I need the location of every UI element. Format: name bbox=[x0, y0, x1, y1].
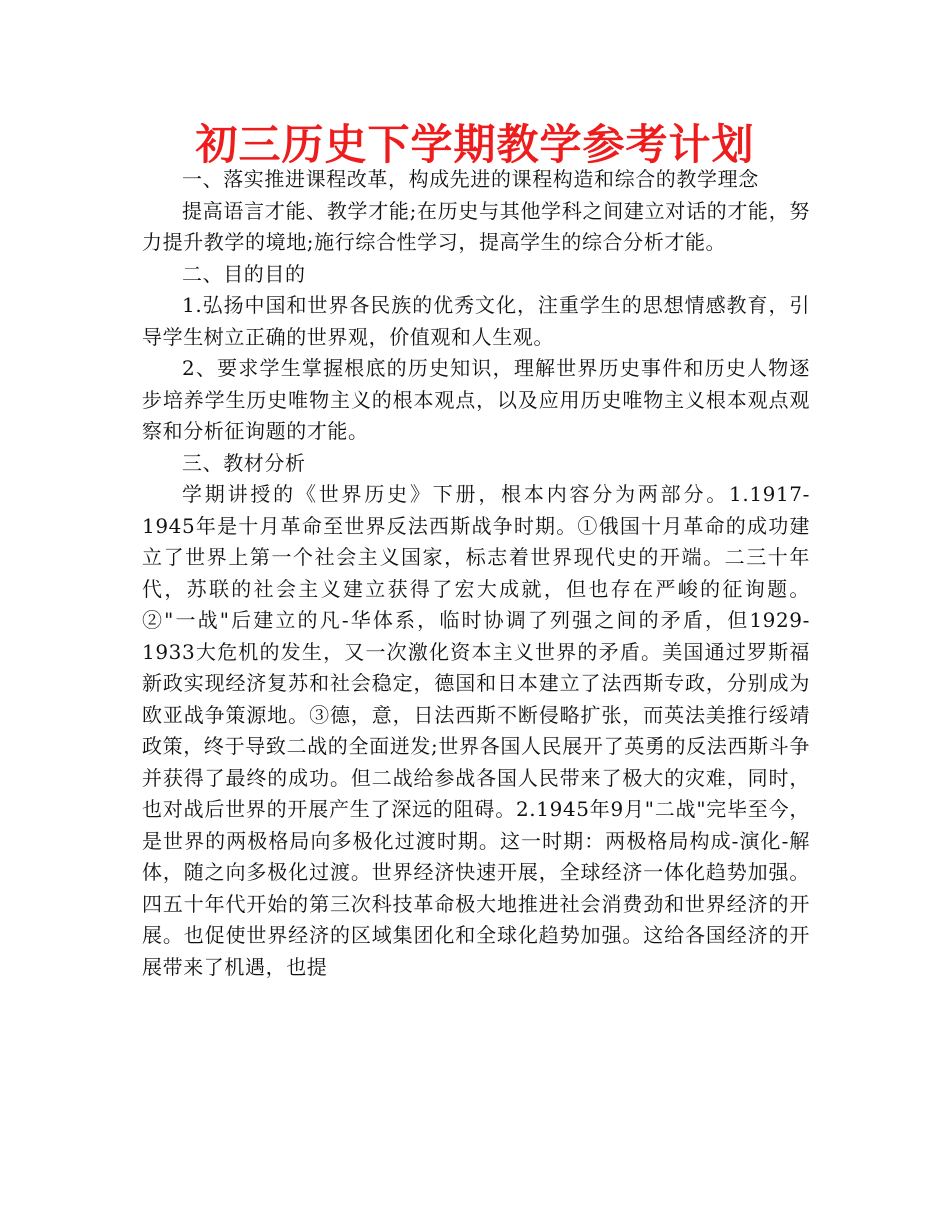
paragraph-4: 学期讲授的《世界历史》下册，根本内容分为两部分。1.1917-1945年是十月革命至世界反法西斯战争时期。①俄国十月革命的成功建立了世界上第一个社会主义国家，标志着世界现代史的开端。二三十年代，苏联的社会主义建立获得了宏大成就，但也存在严峻的征询题。②"一战"后建立的凡-华体系，临时协调了列强之间的矛盾，但1929-1933大危机的发生，又一次激化资本主义世界的矛盾。美国通过罗斯福新政实现经济复苏和社会稳定，德国和日本建立了法西斯专政，分别成为欧亚战争策源地。③德，意，日法西斯不断侵略扩张，而英法美推行绥靖政策，终于导致二战的全面迸发;世界各国人民展开了英勇的反法西斯斗争并获得了最终的成功。但二战给参战各国人民带来了极大的灾难，同时，也对战后世界的开展产生了深远的阻碍。2.1945年9月"二战"完毕至今，是世界的两极格局向多极化过渡时期。这一时期：两极格局构成-演化-解体，随之向多极化过渡。世界经济快速开展，全球经济一体化趋势加强。四五十年代开始的第三次科技革命极大地推进社会消费劲和世界经济的开展。也促使世界经济的区域集团化和全球化趋势加强。这给各国经济的开展带来了机遇，也提 bbox=[142, 482, 810, 979]
section-heading-1: 一、落实推进课程改革，构成先进的课程构造和综合的教学理念 bbox=[182, 167, 759, 191]
section-heading-2: 二、目的目的 bbox=[182, 261, 306, 286]
paragraph-3: 2、要求学生掌握根底的历史知识，理解世界历史事件和历史人物逐步培养学生历史唯物主义的根本观点，以及应用历史唯物主义根本观点观察和分析征询题的才能。 bbox=[142, 356, 810, 443]
paragraph-2: 1.弘扬中国和世界各民族的优秀文化，注重学生的思想情感教育，引导学生树立正确的世界观，价值观和人生观。 bbox=[142, 293, 810, 349]
section-heading-3: 三、教材分析 bbox=[182, 450, 306, 475]
document-title: 初三历史下学期教学参考计划 bbox=[195, 120, 755, 169]
paragraph-1: 提高语言才能、教学才能;在历史与其他学科之间建立对话的才能，努力提升教学的境地;施行综合性学习，提高学生的综合分析才能。 bbox=[142, 198, 810, 254]
document-body bbox=[142, 164, 810, 983]
